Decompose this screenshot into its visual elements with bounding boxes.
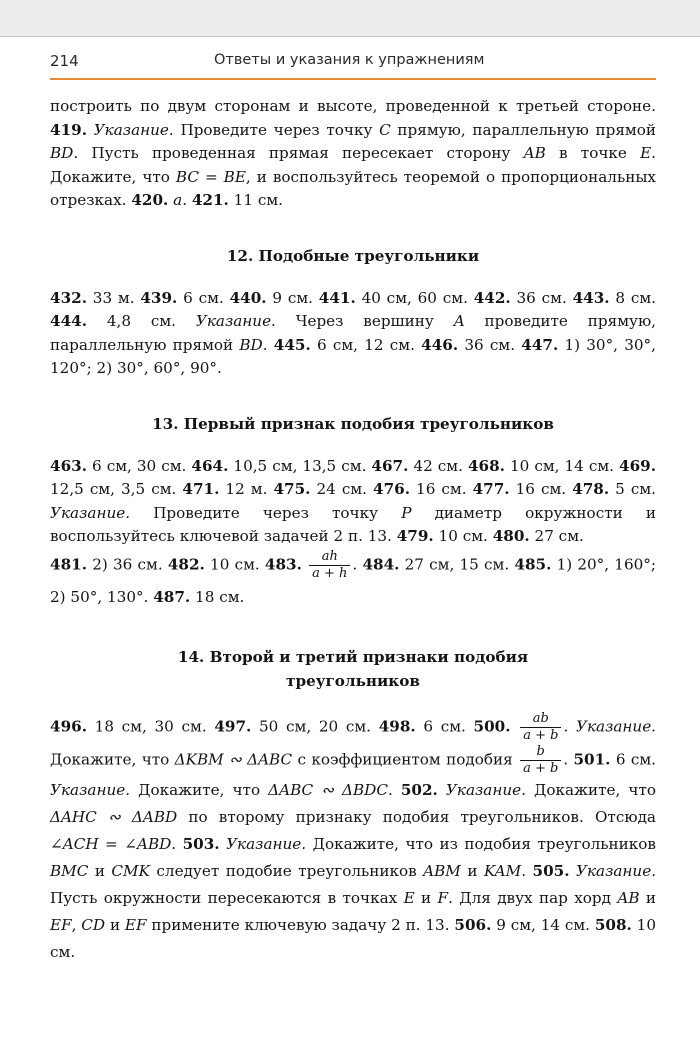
section-12-heading: 12. Подобные треугольники <box>226 246 480 265</box>
fraction-500: $\frac{ab}{a + b}$ <box>520 711 561 744</box>
section-13-answers-cont: 481. 2) 36 см. 482. 10 см. 483. $\frac{ah}{a + h}$ . 484. 27 см, 15 см. 485. 1) 20°, 160°; 2) 50°, 130°. 487. 18 см. <box>50 548 656 606</box>
section-14-heading: 14. Второй и третий признаки подобия треугольников <box>177 647 529 690</box>
book-page <box>0 37 700 1056</box>
section-14-answers: 496. 18 см, 30 см. 497. 50 см, 20 см. 498. 6 см. 500. $\frac{ab}{a + b}$ . Указание. Докажите, что ΔKBM ∾ ΔABC с коэффициентом подобия $\frac{b}{a + b}$ . 501. 6 см. Указание. Докажите, что ΔABC ∾ ΔBDC. 502. Указание. Докажите, что ΔAHC ∾ ΔABD по второму признаку подобия треугольников. Отсюда ∠ACH = ∠ABD. 503. Указание. Докажите, что из подобия треугольников BMC и CMK следует подобие треугольников ABM и KAM. 505. Указание. Пусть окружности пересекаются в точках E и F. Для двух пар хорд AB и EF, CD и EF примените ключевую задачу 2 п. 13. 506. 9 см, 14 см. 508. 10 см. <box>50 711 657 962</box>
page-number: 214 <box>50 52 79 70</box>
section-13-answers: 463. 6 см, 30 см. 464. 10,5 см, 13,5 см. 467. 42 см. 468. 10 см, 14 см. 469. 12,5 см, 3,5 см. 471. 12 м. 475. 24 см. 476. 16 см. 477. 16 см. 478. 5 см. Указание. Проведите через точку P диаметр окружности и воспользуйтесь ключевой задачей 2 п. 13. 479. 10 см. 480. 27 см. <box>50 456 656 546</box>
section-12-answers: 432. 33 м. 439. 6 см. 440. 9 см. 441. 40 см, 60 см. 442. 36 см. 443. 8 см. 444. 4,8 см. Указание. Через вершину A проведите прямую, параллельную прямой BD. 445. 6 см, 12 см. 446. 36 см. 447. 1) 30°, 30°, 120°; 2) 30°, 60°, 90°. <box>50 288 656 378</box>
running-title: Ответы и указания к упражнениям <box>214 52 485 68</box>
intro-paragraph: построить по двум сторонам и высоте, проведенной к третьей стороне. 419. Указание. Проведите через точку C прямую, параллельную прямой BD. Пусть проведенная прямая пересекает сторону AB в точке E. Докажите, что BC = BE, и воспользуйтесь теоремой о пропорциональных отрезках. 420. a. 421. 11 см. <box>50 97 656 210</box>
header-rule <box>50 78 656 80</box>
viewer-toolbar <box>0 0 700 37</box>
section-13-heading: 13. Первый признак подобия треугольников <box>152 414 554 433</box>
page-content <box>50 95 656 966</box>
fraction-483: $\frac{ah}{a + h}$ <box>309 549 350 582</box>
fraction-500-coef: $\frac{b}{a + b}$ <box>520 744 561 777</box>
